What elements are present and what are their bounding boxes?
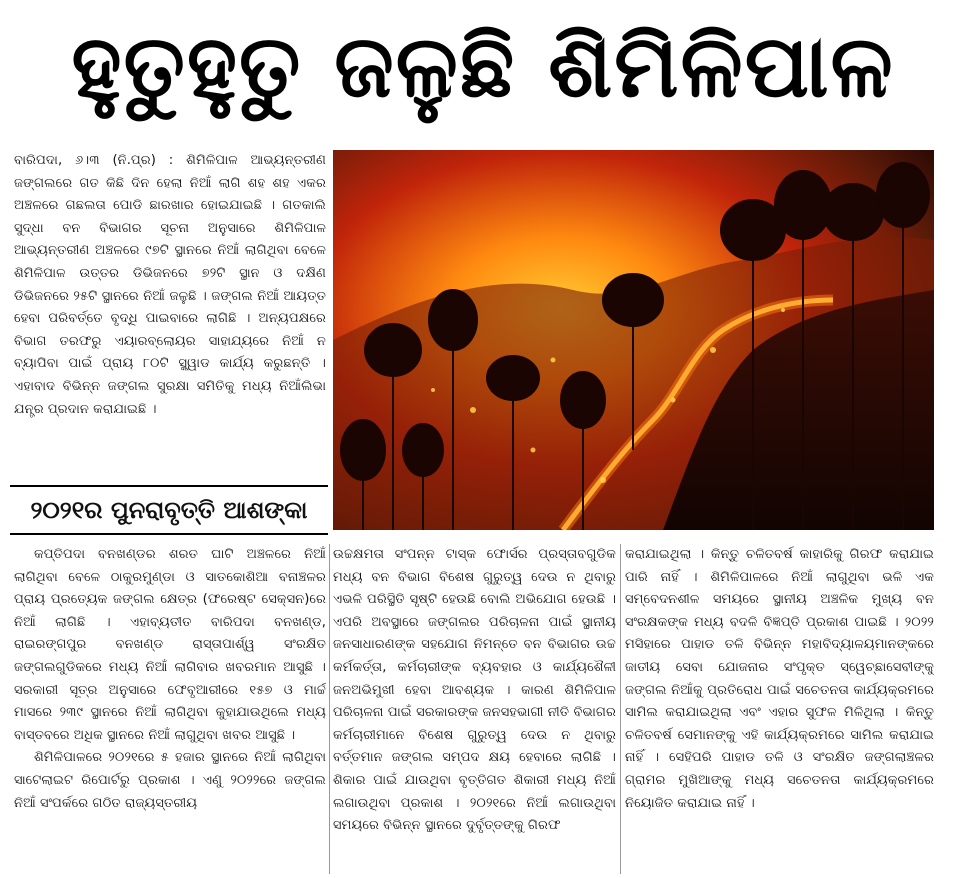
forest-fire-photo [333, 150, 934, 530]
lead-text: ଶିମିଳିପାଳ ଆଭ୍ୟନ୍ତରୀଣ ଜଙ୍ଗଲରେ ଗତ କିଛି ଦିନ ହେଲା ନିଆଁ ଲାଗି ଶହ ଶହ ଏକର ଅଞ୍ଚଳରେ ଗଛଲତା ପୋଡି ଛାରଖାର ହୋଇଯାଇଛି । ଗତକାଲି ସୁଦ୍ଧା ବନ ବିଭାଗର ସୂଚନା ଅନୁସାରେ ଶିମିଳିପାଳ ଆଭ୍ୟନ୍ତରୀଣ ଅଞ୍ଚଳରେ ୯୭ଟି ସ୍ଥାନରେ ନିଆଁ ଲାଗିଥିବା ବେଳେ ଶିମିଳିପାଳ ଉତ୍ତର ଡିଭିଜନରେ ୭୨ଟି ସ୍ଥାନ ଓ ଦକ୍ଷିଣ ଡିଭିଜନରେ ୨୫ଟି ସ୍ଥାନରେ ନିଆଁ ଜଳୁଛି । ଜଙ୍ଗଲ ନିଆଁ ଆୟତ୍ତ ହେବା ପରିବର୍ତ୍ତେ ବୃଦ୍ଧି ପାଇବାରେ ଲାଗିଛି । ଅନ୍ୟପକ୍ଷରେ ବିଭାଗ ତରଫରୁ ଏୟାରବ୍ଲୋୟର ସାହାଯ୍ୟରେ ନିଆଁ ନ ବ୍ୟାପିବା ପାଇଁ ପ୍ରାୟ ୮୦ଟି ସ୍କ୍ୱାଡ କାର୍ଯ୍ୟ କରୁଛନ୍ତି । ଏହାବାଦ ବିଭିନ୍ନ ଜଙ୍ଗଲ ସୁରକ୍ଷା ସମିତିକୁ ମଧ୍ୟ ନିଆଁଲିଭା ଯନ୍ତ୍ର ପ୍ରଦାନ କରାଯାଇଛି । [14, 153, 326, 417]
forest-fire-image [333, 150, 934, 530]
lead-paragraph [14, 150, 326, 472]
column-1 [14, 544, 326, 874]
dateline: ବାରିପଦା, ୬।୩ (ନି.ପ୍ର) : [14, 153, 174, 168]
column-1-paragraph-1: କପ୍ତିପଦା ବନଖଣ୍ଡର ଶରତ ଘାଟି ଅଞ୍ଚଳରେ ନିଆଁ ଲାଗିଥିବା ବେଳେ ଠାକୁରମୁଣ୍ଡା ଓ ସାତକୋଶିଆ ବନାଞ୍ଚଳର ପ୍ରାୟ ପ୍ରତ୍ୟେକ ଜଙ୍ଗଲ କ୍ଷେତ୍ର (ଫରେଷ୍ଟ ସେକ୍ସନ)ରେ ନିଆଁ ଲାଗିଛି । ଏହାବ୍ୟତୀତ ବାରିପଦା ବନଖଣ୍ଡ, ରାଇରଙ୍ଗପୁର ବନଖଣ୍ଡ ରାସ୍ତାପାର୍ଶ୍ୱ ସଂରକ୍ଷିତ ଜଙ୍ଗଲଗୁଡିକରେ ମଧ୍ୟ ନିଆଁ ଲାଗିବାର ଖବରମାନ ଆସୁଛି । ସରକାରୀ ସୂତ୍ର ଅନୁସାରେ ଫେବୃଆରୀରେ ୧୫୭ ଓ ମାର୍ଚ୍ଚ ମାସରେ ୨୩୯ ସ୍ଥାନରେ ନିଆଁ ଲାଗିଥିବା କୁହାଯାଉଥିଲେ ମଧ୍ୟ ବାସ୍ତବରେ ଅଧିକ ସ୍ଥାନରେ ନିଆଁ ଲାଗୁଥିବା ଖବର ଆସୁଛି । [14, 547, 326, 743]
column-divider [329, 544, 330, 874]
column-2-paragraph: ଉଚ୍ଚକ୍ଷମତା ସଂପନ୍ନ ଟାସ୍କ ଫୋର୍ସର ପ୍ରସ୍ତାବଗୁଡିକ ମଧ୍ୟ ବନ ବିଭାଗ ବିଶେଷ ଗୁରୁତ୍ୱ ଦେଉ ନ ଥିବାରୁ ଏଭଳି ପରିସ୍ଥିତି ସୃଷ୍ଟି ହେଉଛି ବୋଲି ଅଭିଯୋଗ ହେଉଛି । ଏପରି ଅବସ୍ଥାରେ ଜଙ୍ଗଲର ପରିଚାଳନା ପାଇଁ ସ୍ଥାନୀୟ ଜନସାଧାରଣଙ୍କ ସହଯୋଗ ନିମନ୍ତେ ବନ ବିଭାଗର ଉଚ୍ଚ କର୍ମକର୍ତ୍ତା, କର୍ମଚାରୀଙ୍କ ବ୍ୟବହାର ଓ କାର୍ଯ୍ୟଶୈଳୀ ଜନଅଭିମୁଖୀ ହେବା ଆବଶ୍ୟକ । କାରଣ ଶିମିଳିପାଳ ପରିଚାଳନା ପାଇଁ ସରକାରଙ୍କ ଜନସହଭାଗୀ ନୀତି ବିଭାଗର କର୍ମଚାରୀମାନେ ବିଶେଷ ଗୁରୁତ୍ୱ ଦେଉ ନ ଥିବାରୁ ବର୍ତ୍ତମାନ ଜଙ୍ଗଲ ସମ୍ପଦ କ୍ଷୟ ହେବାରେ ଲାଗିଛି । ଶିକାର ପାଇଁ ଯାଉଥିବା ବୃତ୍ତିଗତ ଶିକାରୀ ମଧ୍ୟ ନିଆଁ ଲଗାଉଥିବା ପ୍ରକାଶ । ୨୦୨୧ରେ ନିଆଁ ଲଗାଉଥିବା ସମୟରେ ବିଭିନ୍ନ ସ୍ଥାନରେ ଦୁର୍ବୃତ୍ତଙ୍କୁ ଗିରଫ [333, 547, 616, 834]
column-3-paragraph: କରାଯାଇଥିଲା । କିନ୍ତୁ ଚଳିତବର୍ଷ କାହାରିକୁ ଗିରଫ କରାଯାଇ ପାରି ନାହିଁ । ଶିମିଳିପାଳରେ ନିଆଁ ଲାଗୁଥିବା ଭଳି ଏକ ସମ୍ବେଦନଶୀଳ ସମୟରେ ସ୍ଥାନୀୟ ଅଞ୍ଚଳିକ ମୁଖ୍ୟ ବନ ସଂରକ୍ଷକଙ୍କ ମଧ୍ୟ ବଦଳି ବିଜ୍ଞପ୍ତି ପ୍ରକାଶ ପାଇଛି । ୨୦୨୨ ମସିହାରେ ପାହାଡ ତଳି ବିଭିନ୍ନ ମହାବିଦ୍ୟାଳୟମାନଙ୍କରେ ଜାତୀୟ ସେବା ଯୋଜନାର ସଂପୃକ୍ତ ସ୍ୱେଚ୍ଛାସେବୀଙ୍କୁ ଜଙ୍ଗଲ ନିଆଁକୁ ପ୍ରତିରୋଧ ପାଇଁ ସଚେତନତା କାର୍ଯ୍ୟକ୍ରମରେ ସାମିଲ କରାଯାଇଥିଲା ଏବଂ ଏହାର ସୁଫଳ ମିଳିଥିଲା । କିନ୍ତୁ ଚଳିତବର୍ଷ ସେମାନଙ୍କୁ ଏହି କାର୍ଯ୍ୟକ୍ରମରେ ସାମିଲ କରାଯାଇ ନାହିଁ । ସେହିପରି ପାହାଡ ତଳି ଓ ସଂରକ୍ଷିତ ଜଙ୍ଗଲାଞ୍ଚଳର ଗ୍ରାମର ମୁଖିଆଙ୍କୁ ମଧ୍ୟ ସଚେତନତା କାର୍ଯ୍ୟକ୍ରମରେ ନିୟୋଜିତ କରାଯାଇ ନାହିଁ । [625, 547, 934, 811]
headline: ହୁତୁହୁତୁ ଜଳୁଛି ଶିମିଳିପାଳ [71, 17, 895, 117]
column-3 [625, 544, 934, 874]
column-divider [620, 544, 621, 874]
column-1-paragraph-2: ଶିମିଳିପାଳରେ ୨୦୨୧ରେ ୫ ହଜାର ସ୍ଥାନରେ ନିଆଁ ଲାଗିଥିବା ସାଟେଲାଇଟ ରିପୋର୍ଟରୁ ପ୍ରକାଶ । ଏଣୁ ୨୦୨୨ରେ ଜଙ୍ଗଲ ନିଆଁ ସଂପର୍କରେ ଗଠିତ ରାଜ୍ୟସ୍ତରୀୟ [14, 750, 326, 811]
column-2 [333, 544, 616, 874]
subheading: ୨୦୨୧ର ପୁନରାବୃତ୍ତି ଆଶଙ୍କା [10, 485, 328, 535]
